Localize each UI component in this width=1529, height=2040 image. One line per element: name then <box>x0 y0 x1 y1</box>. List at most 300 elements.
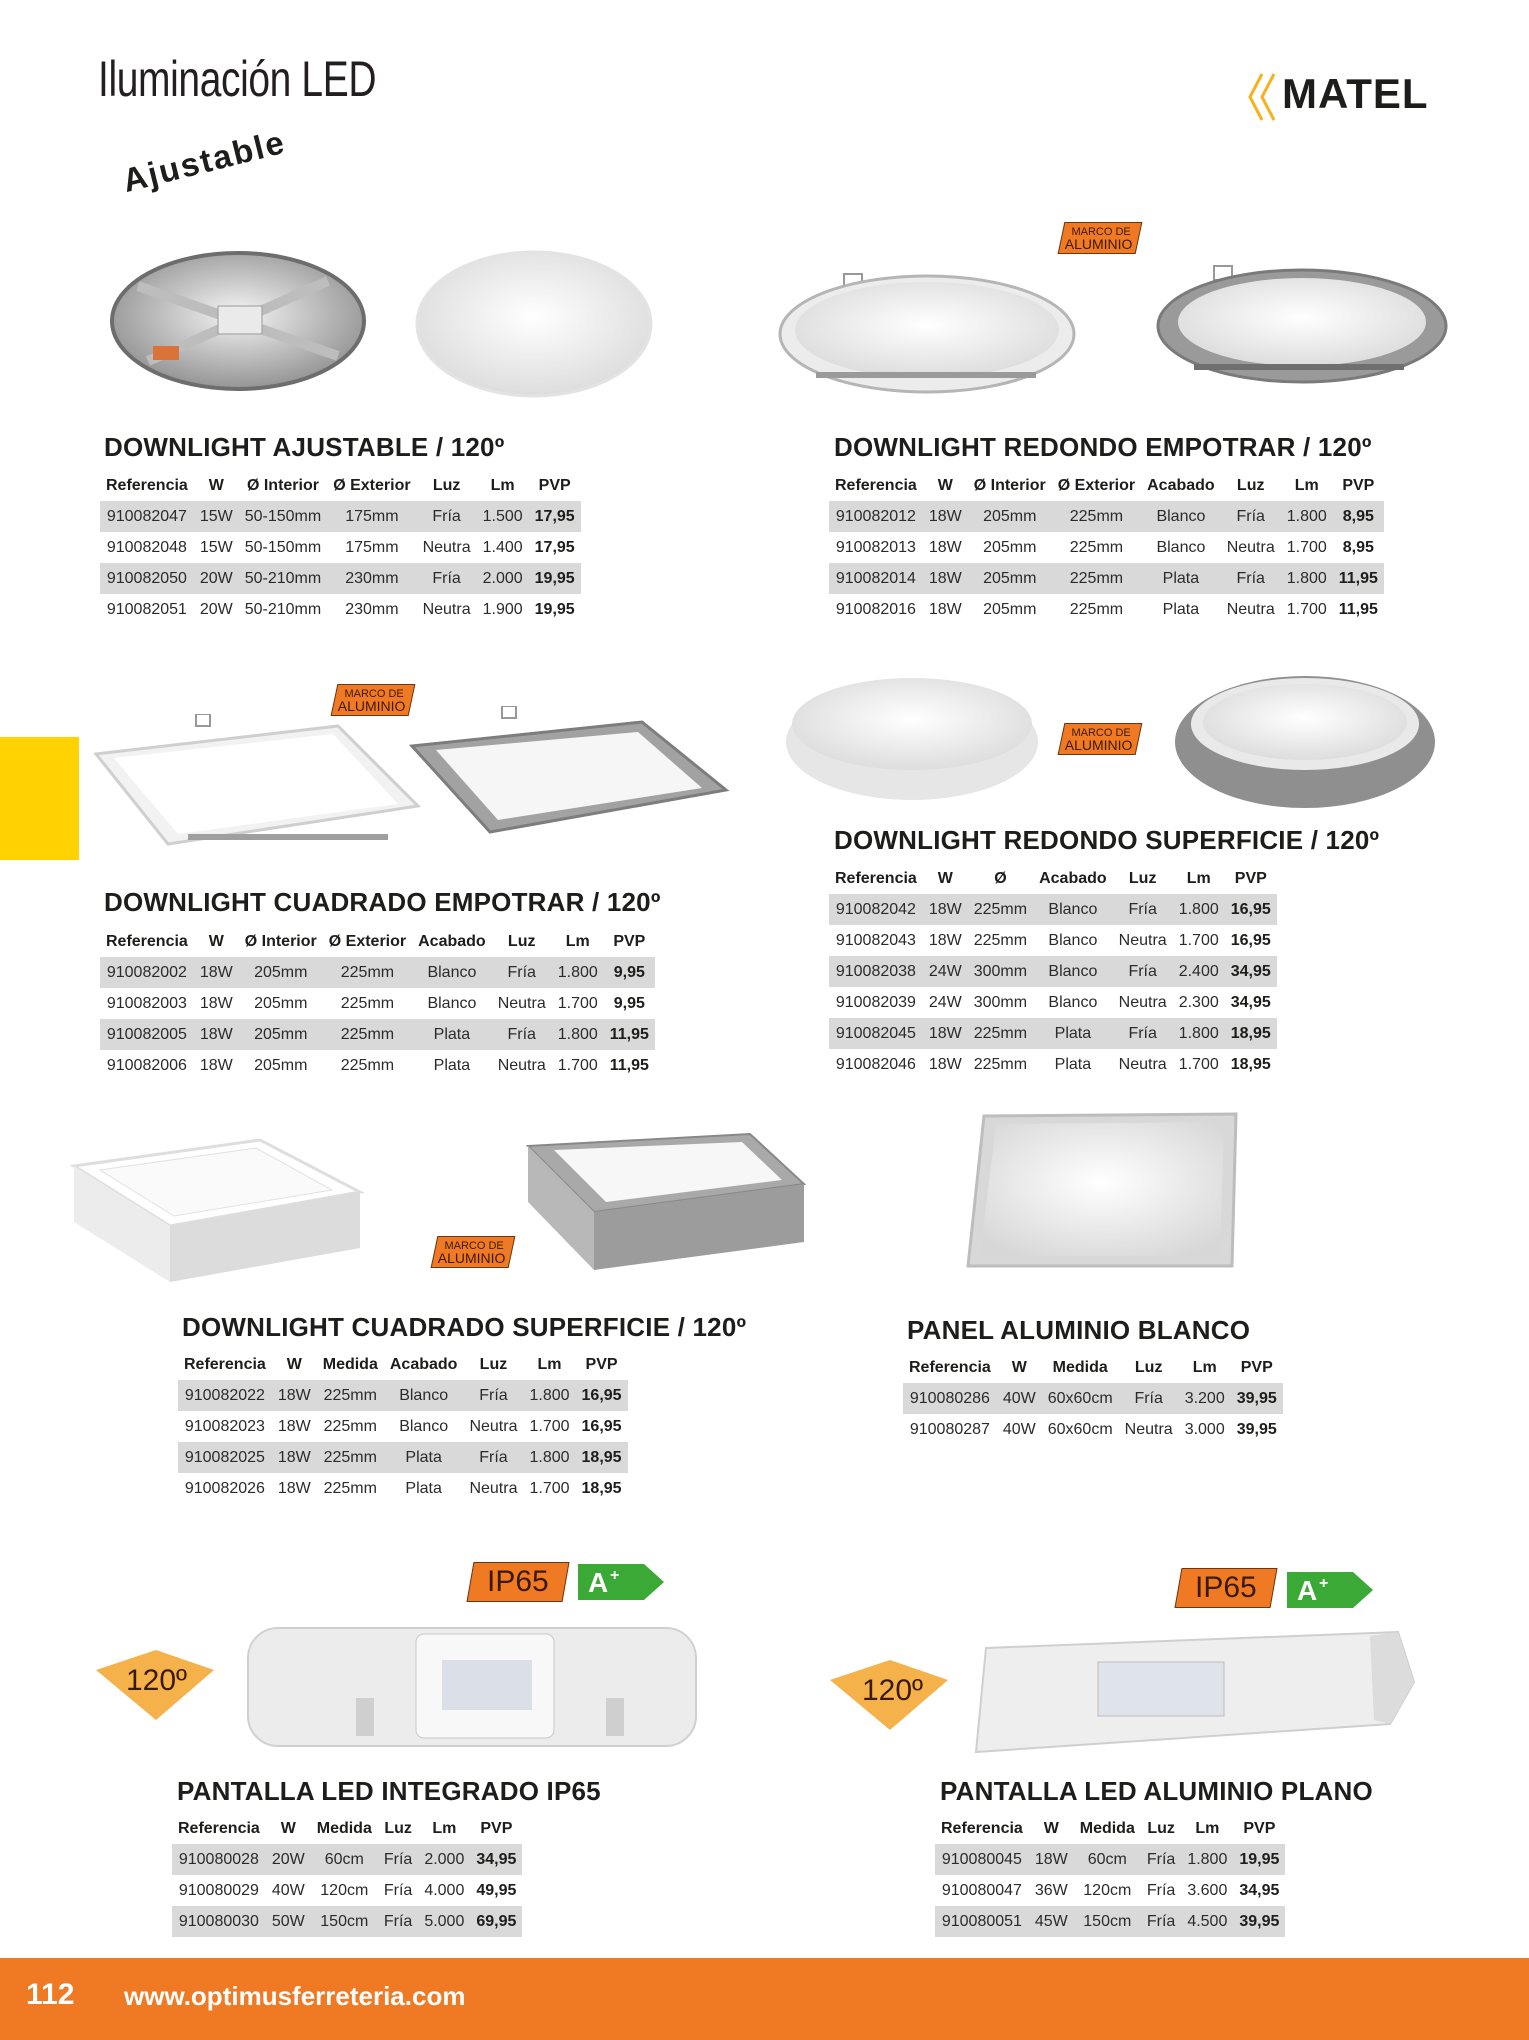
table-cell: 120cm <box>320 1881 369 1899</box>
table-cell: 50W <box>266 1906 311 1937</box>
column-header: W <box>937 477 953 494</box>
table-cell: 18W <box>923 894 968 925</box>
table-cell: Fría <box>1113 956 1173 987</box>
table-header-row <box>935 1814 1285 1844</box>
table-row <box>100 563 581 594</box>
table-cell: Fría <box>417 563 477 594</box>
table-cell: 225mm <box>340 1056 395 1074</box>
table-row <box>829 563 1384 594</box>
table-cell: 175mm <box>345 538 399 556</box>
section-title-cuadrado-empotrar: DOWNLIGHT CUADRADO EMPOTRAR / 120º <box>104 887 661 917</box>
table-cell: 18W <box>928 600 962 618</box>
column-header: Medida <box>316 1820 372 1837</box>
svg-text:A: A <box>1297 1575 1318 1606</box>
price-cell: 34,95 <box>1225 956 1277 987</box>
price-cell: 11,95 <box>1333 563 1384 594</box>
table-cell: 910082042 <box>829 894 923 925</box>
section-title-panel: PANEL ALUMINIO BLANCO <box>907 1315 1251 1345</box>
table-cell: 50-150mm <box>244 538 322 556</box>
column-header: W <box>1043 1820 1059 1837</box>
column-header: Luz <box>1147 1820 1175 1837</box>
table-cell: Neutra <box>469 1479 518 1497</box>
table-cell: 1.700 <box>1178 931 1219 949</box>
table-row <box>829 987 1277 1018</box>
downlight-redondo-empotrar-silver-image <box>1154 262 1450 392</box>
column-header: Lm <box>1195 1820 1220 1837</box>
table-row <box>172 1844 522 1875</box>
table-cell: 230mm <box>345 600 399 618</box>
column-header: Referencia <box>106 933 188 950</box>
table-cell: 1.400 <box>482 538 523 556</box>
column-header: Luz <box>479 1356 508 1373</box>
column-header: Medida <box>322 1356 378 1373</box>
price-cell: 39,95 <box>1233 1906 1285 1937</box>
table-cell: 1.700 <box>529 1417 570 1435</box>
angle-120-text: 120º <box>126 1664 188 1697</box>
section-title-pantalla-ip65: PANTALLA LED INTEGRADO IP65 <box>177 1776 601 1806</box>
table-cell: 205mm <box>254 994 308 1012</box>
table-cell: 910082012 <box>829 501 923 532</box>
table-cell: 2.400 <box>1173 956 1225 987</box>
table-row <box>829 925 1277 956</box>
column-header: Medida <box>1052 1359 1108 1376</box>
section-title-redondo-superficie: DOWNLIGHT REDONDO SUPERFICIE / 120º <box>834 825 1380 855</box>
column-header: Acabado <box>418 933 486 950</box>
table-row <box>935 1875 1285 1906</box>
table-cell: 910080045 <box>935 1844 1029 1875</box>
table-cell: 45W <box>1029 1906 1074 1937</box>
ajustable-label: Ajustable <box>118 122 290 200</box>
table-redondo-empotrar <box>829 471 1384 625</box>
column-header: Ø Exterior <box>328 933 407 950</box>
price-cell: 39,95 <box>1231 1383 1283 1414</box>
table-cell: 2.000 <box>477 563 529 594</box>
table-cell: 1.900 <box>482 600 523 618</box>
table-row <box>100 532 581 563</box>
table-cell: 300mm <box>973 993 1028 1011</box>
table-row <box>935 1844 1285 1875</box>
table-cell: Neutra <box>422 600 471 618</box>
column-header: W <box>1011 1359 1027 1376</box>
table-row <box>178 1442 628 1473</box>
table-cell: Blanco <box>1141 501 1221 532</box>
marco-aluminio-badge <box>1058 723 1142 755</box>
downlight-ajustable-cover-image <box>414 248 654 400</box>
table-cell: 15W <box>199 538 233 556</box>
table-cell: Blanco <box>384 1380 464 1411</box>
column-header: Lm <box>1192 1359 1217 1376</box>
table-cell: 225mm <box>1069 600 1124 618</box>
column-header: Ø Exterior <box>333 477 411 494</box>
table-cell: 230mm <box>327 563 416 594</box>
price-cell: 16,95 <box>576 1380 628 1411</box>
table-row <box>829 956 1277 987</box>
column-header: Ø Interior <box>973 477 1046 494</box>
table-cell: 910080028 <box>172 1844 266 1875</box>
column-header: PVP <box>538 477 571 494</box>
table-cell: 60x60cm <box>1047 1420 1113 1438</box>
table-cell: 175mm <box>327 501 416 532</box>
table-cell: 225mm <box>323 1417 377 1435</box>
page-number: 112 <box>26 1978 75 2011</box>
table-cell: 5.000 <box>418 1906 470 1937</box>
price-cell: 18,95 <box>576 1442 628 1473</box>
table-cell: 18W <box>272 1380 317 1411</box>
table-cell: 205mm <box>239 1019 323 1050</box>
table-row <box>100 988 655 1019</box>
brand-chevron-icon <box>1246 72 1280 122</box>
table-cell: 18W <box>928 538 962 556</box>
column-header: Luz <box>384 1820 412 1837</box>
price-cell: 19,95 <box>529 563 581 594</box>
table-cell: 40W <box>997 1383 1042 1414</box>
column-header: W <box>937 870 953 887</box>
price-cell: 18,95 <box>1225 1018 1277 1049</box>
table-cell: 3.200 <box>1179 1383 1231 1414</box>
column-header: W <box>286 1356 302 1373</box>
svg-text:A: A <box>588 1567 609 1598</box>
column-header: PVP <box>1243 1820 1276 1837</box>
table-cell: 50-150mm <box>239 501 327 532</box>
downlight-redondo-superficie-white-image <box>782 672 1042 802</box>
downlight-ajustable-image <box>108 246 368 396</box>
price-cell: 18,95 <box>581 1479 622 1497</box>
table-cell: 910082025 <box>178 1442 272 1473</box>
marco-aluminio-badge <box>331 684 415 716</box>
table-cell: 910082043 <box>835 931 916 949</box>
column-header: Luz <box>507 933 536 950</box>
table-cell: Neutra <box>1226 538 1275 556</box>
table-cell: 1.800 <box>1173 894 1225 925</box>
table-cell: 225mm <box>317 1442 384 1473</box>
brand-name: MATEL <box>1282 70 1429 117</box>
table-cell: 225mm <box>1052 563 1141 594</box>
price-cell: 39,95 <box>1236 1420 1277 1438</box>
table-cell: Blanco <box>1033 894 1113 925</box>
table-cell: Neutra <box>1124 1420 1173 1438</box>
table-row <box>178 1411 628 1442</box>
column-header: Referencia <box>909 1359 991 1376</box>
table-cell: 910082013 <box>835 538 916 556</box>
table-cell: 1.700 <box>1286 600 1327 618</box>
table-cell: Fría <box>1113 894 1173 925</box>
price-cell: 11,95 <box>609 1056 649 1074</box>
column-header: Lm <box>537 1356 562 1373</box>
table-row <box>829 894 1277 925</box>
table-cell: 910080051 <box>935 1906 1029 1937</box>
column-header: Lm <box>1294 477 1319 494</box>
downlight-cuadrado-empotrar-white-image <box>88 714 428 854</box>
table-cell: Plata <box>1054 1055 1092 1073</box>
table-cell: Blanco <box>1156 538 1206 556</box>
price-cell: 17,95 <box>534 538 575 556</box>
table-cell: 910082002 <box>100 957 194 988</box>
table-cell: 18W <box>1029 1844 1074 1875</box>
marco-aluminio-badge <box>1058 222 1142 254</box>
downlight-cuadrado-empotrar-silver-image <box>406 706 732 846</box>
table-panel <box>903 1353 1283 1445</box>
table-header-row <box>829 864 1277 894</box>
table-row <box>100 957 655 988</box>
table-header-row <box>178 1350 628 1380</box>
table-cell: 18W <box>194 1019 239 1050</box>
table-cell: 120cm <box>1083 1881 1132 1899</box>
price-cell: 69,95 <box>470 1906 522 1937</box>
table-pantalla-ip65 <box>172 1814 522 1937</box>
column-header: PVP <box>480 1820 513 1837</box>
table-cell: Fría <box>1221 501 1281 532</box>
price-cell: 16,95 <box>1225 894 1277 925</box>
table-header-row <box>829 471 1384 501</box>
price-cell: 16,95 <box>581 1417 622 1435</box>
table-row <box>935 1906 1285 1937</box>
table-row <box>903 1414 1283 1445</box>
table-ajustable <box>100 471 581 625</box>
table-cell: 910080047 <box>941 1881 1022 1899</box>
table-cell: 18W <box>928 1055 962 1073</box>
table-row <box>829 1049 1277 1080</box>
table-cell: Neutra <box>1118 931 1167 949</box>
section-title-ajustable: DOWNLIGHT AJUSTABLE / 120º <box>104 432 505 462</box>
column-header: Luz <box>1236 477 1265 494</box>
price-cell: 34,95 <box>1230 993 1271 1011</box>
table-row <box>100 594 581 625</box>
table-cell: 2.300 <box>1178 993 1219 1011</box>
table-header-row <box>903 1353 1283 1383</box>
table-cell: Plata <box>433 1056 471 1074</box>
table-row <box>178 1380 628 1411</box>
badge-line2: ALUMINIO <box>1064 737 1133 753</box>
table-cell: Plata <box>1141 563 1221 594</box>
downlight-cuadrado-superficie-white-image <box>70 1130 366 1290</box>
column-header: Luz <box>1128 870 1157 887</box>
column-header: Lm <box>432 1820 457 1837</box>
table-header-row <box>100 927 655 957</box>
column-header: Lm <box>565 933 590 950</box>
table-cell: 4.000 <box>424 1881 465 1899</box>
column-header: PVP <box>613 933 646 950</box>
table-cell: Blanco <box>1048 931 1098 949</box>
table-cell: 60cm <box>1074 1844 1141 1875</box>
table-row <box>100 1050 655 1081</box>
ip65-text: IP65 <box>487 1565 549 1598</box>
table-cell: 50-210mm <box>244 600 322 618</box>
svg-text:+: + <box>1319 1575 1329 1592</box>
table-cell: 1.700 <box>1286 538 1327 556</box>
brand-logo <box>1246 66 1436 122</box>
price-cell: 19,95 <box>1233 1844 1285 1875</box>
table-cell: 225mm <box>340 994 395 1012</box>
column-header: PVP <box>1342 477 1375 494</box>
table-cell: 910080287 <box>909 1420 990 1438</box>
table-cell: 910082050 <box>100 563 194 594</box>
column-header: Ø <box>994 870 1007 887</box>
section-tab <box>0 737 79 860</box>
price-cell: 17,95 <box>529 501 581 532</box>
table-cell: Blanco <box>427 994 477 1012</box>
table-row <box>829 532 1384 563</box>
svg-text:+: + <box>610 1567 620 1584</box>
table-cell: Blanco <box>1033 956 1113 987</box>
column-header: Lm <box>490 477 515 494</box>
table-row <box>829 594 1384 625</box>
table-cell: Fría <box>463 1380 523 1411</box>
column-header: Ø Exterior <box>1057 477 1136 494</box>
table-cell: 60cm <box>311 1844 378 1875</box>
badge-line2: ALUMINIO <box>337 698 406 714</box>
panel-aluminio-image <box>960 1106 1260 1276</box>
column-header: PVP <box>585 1356 618 1373</box>
table-cuadrado-superficie <box>178 1350 628 1504</box>
table-cell: 205mm <box>983 538 1037 556</box>
table-cell: Plata <box>1162 600 1200 618</box>
table-cell: 225mm <box>968 894 1033 925</box>
column-header: Medida <box>1079 1820 1135 1837</box>
table-cell: 225mm <box>973 931 1028 949</box>
table-row <box>172 1875 522 1906</box>
badge-line1: MARCO DE <box>444 1240 504 1252</box>
table-cell: Fría <box>492 957 552 988</box>
table-cell: 18W <box>199 994 233 1012</box>
table-pantalla-plano <box>935 1814 1285 1937</box>
section-title-cuadrado-superficie: DOWNLIGHT CUADRADO SUPERFICIE / 120º <box>182 1312 747 1342</box>
table-cell: 910082047 <box>100 501 194 532</box>
column-header: PVP <box>1234 870 1267 887</box>
table-cell: 225mm <box>968 1018 1033 1049</box>
page-title: Iluminación LED <box>98 51 377 107</box>
column-header: Referencia <box>835 870 917 887</box>
table-cell: Fría <box>378 1906 418 1937</box>
table-cell: Neutra <box>497 994 546 1012</box>
badge-line1: MARCO DE <box>1071 226 1131 238</box>
table-cell: Plata <box>1033 1018 1113 1049</box>
column-header: Acabado <box>1147 477 1215 494</box>
table-cell: 225mm <box>1052 501 1141 532</box>
table-cell: 910082016 <box>835 600 916 618</box>
table-cell: 1.700 <box>557 994 598 1012</box>
table-cuadrado-empotrar <box>100 927 655 1081</box>
table-cell: 18W <box>194 957 239 988</box>
table-cell: 18W <box>923 1018 968 1049</box>
table-cell: 205mm <box>983 600 1037 618</box>
table-cell: 1.700 <box>557 1056 598 1074</box>
table-cell: Fría <box>417 501 477 532</box>
table-cell: 910080029 <box>178 1881 259 1899</box>
badge-line2: ALUMINIO <box>437 1250 506 1266</box>
table-cell: Fría <box>378 1844 418 1875</box>
table-cell: 150cm <box>311 1906 378 1937</box>
table-cell: 50-210mm <box>239 563 327 594</box>
table-cell: Fría <box>1141 1844 1181 1875</box>
column-header: Acabado <box>389 1356 458 1373</box>
table-cell: 910082038 <box>829 956 923 987</box>
marco-aluminio-badge <box>431 1236 515 1268</box>
price-cell: 18,95 <box>1230 1055 1271 1073</box>
column-header: Ø Interior <box>246 477 319 494</box>
table-cell: Fría <box>1119 1383 1179 1414</box>
table-cell: Fría <box>1146 1881 1176 1899</box>
table-cell: 225mm <box>973 1055 1028 1073</box>
table-cell: 910082006 <box>106 1056 187 1074</box>
table-cell: 20W <box>266 1844 311 1875</box>
table-cell: 910080030 <box>172 1906 266 1937</box>
table-cell: 150cm <box>1074 1906 1141 1937</box>
table-cell: 4.500 <box>1181 1906 1233 1937</box>
table-cell: 910082048 <box>106 538 187 556</box>
table-cell: Fría <box>463 1442 523 1473</box>
table-cell: Neutra <box>1118 1055 1167 1073</box>
column-header: W <box>280 1820 296 1837</box>
table-cell: Blanco <box>1048 993 1098 1011</box>
energy-a-plus-badge <box>578 1562 666 1602</box>
badge-line2: ALUMINIO <box>1064 236 1133 252</box>
table-cell: 20W <box>194 563 239 594</box>
ip65-text: IP65 <box>1195 1571 1257 1604</box>
table-cell: 910082046 <box>835 1055 916 1073</box>
table-cell: 60x60cm <box>1042 1383 1119 1414</box>
table-header-row <box>172 1814 522 1844</box>
price-cell: 11,95 <box>604 1019 655 1050</box>
table-cell: 18W <box>923 563 968 594</box>
table-cell: 24W <box>923 956 968 987</box>
table-cell: 40W <box>271 1881 305 1899</box>
table-cell: 15W <box>194 501 239 532</box>
column-header: Referencia <box>178 1820 260 1837</box>
angle-120-text: 120º <box>862 1674 924 1707</box>
table-row <box>100 1019 655 1050</box>
ip65-badge <box>466 1562 569 1602</box>
price-cell: 8,95 <box>1342 538 1374 556</box>
table-cell: Blanco <box>399 1417 449 1435</box>
column-header: Acabado <box>1039 870 1107 887</box>
table-cell: 1.700 <box>1178 1055 1219 1073</box>
table-cell: 225mm <box>317 1380 384 1411</box>
price-cell: 9,95 <box>604 957 655 988</box>
table-cell: Neutra <box>1226 600 1275 618</box>
table-cell: 910082045 <box>829 1018 923 1049</box>
table-cell: 910082003 <box>106 994 187 1012</box>
table-cell: 910082051 <box>106 600 187 618</box>
ip65-badge <box>1174 1568 1277 1608</box>
table-cell: 225mm <box>323 1479 377 1497</box>
table-cell: 18W <box>272 1442 317 1473</box>
pantalla-led-ip65-image <box>246 1620 698 1754</box>
column-header: Referencia <box>835 477 917 494</box>
table-cell: 910082026 <box>184 1479 265 1497</box>
table-cell: 1.800 <box>1173 1018 1225 1049</box>
table-cell: 1.800 <box>552 957 604 988</box>
table-cell: 910082014 <box>829 563 923 594</box>
table-cell: 20W <box>199 600 233 618</box>
table-cell: 2.000 <box>418 1844 470 1875</box>
table-cell: 225mm <box>323 957 412 988</box>
downlight-redondo-empotrar-white-image <box>776 268 1078 398</box>
table-cell: 910082022 <box>178 1380 272 1411</box>
table-row <box>178 1473 628 1504</box>
section-title-pantalla-plano: PANTALLA LED ALUMINIO PLANO <box>940 1776 1373 1806</box>
website-link[interactable]: www.optimusferreteria.com <box>124 1981 466 2011</box>
table-cell: Plata <box>384 1442 464 1473</box>
table-cell: 18W <box>277 1417 311 1435</box>
table-cell: 205mm <box>239 957 323 988</box>
table-cell: Blanco <box>412 957 492 988</box>
column-header: Ø Interior <box>244 933 317 950</box>
table-cell: 205mm <box>968 501 1052 532</box>
energy-a-plus-badge <box>1287 1570 1375 1610</box>
table-cell: Plata <box>405 1479 442 1497</box>
table-cell: 205mm <box>254 1056 308 1074</box>
price-cell: 19,95 <box>534 600 575 618</box>
